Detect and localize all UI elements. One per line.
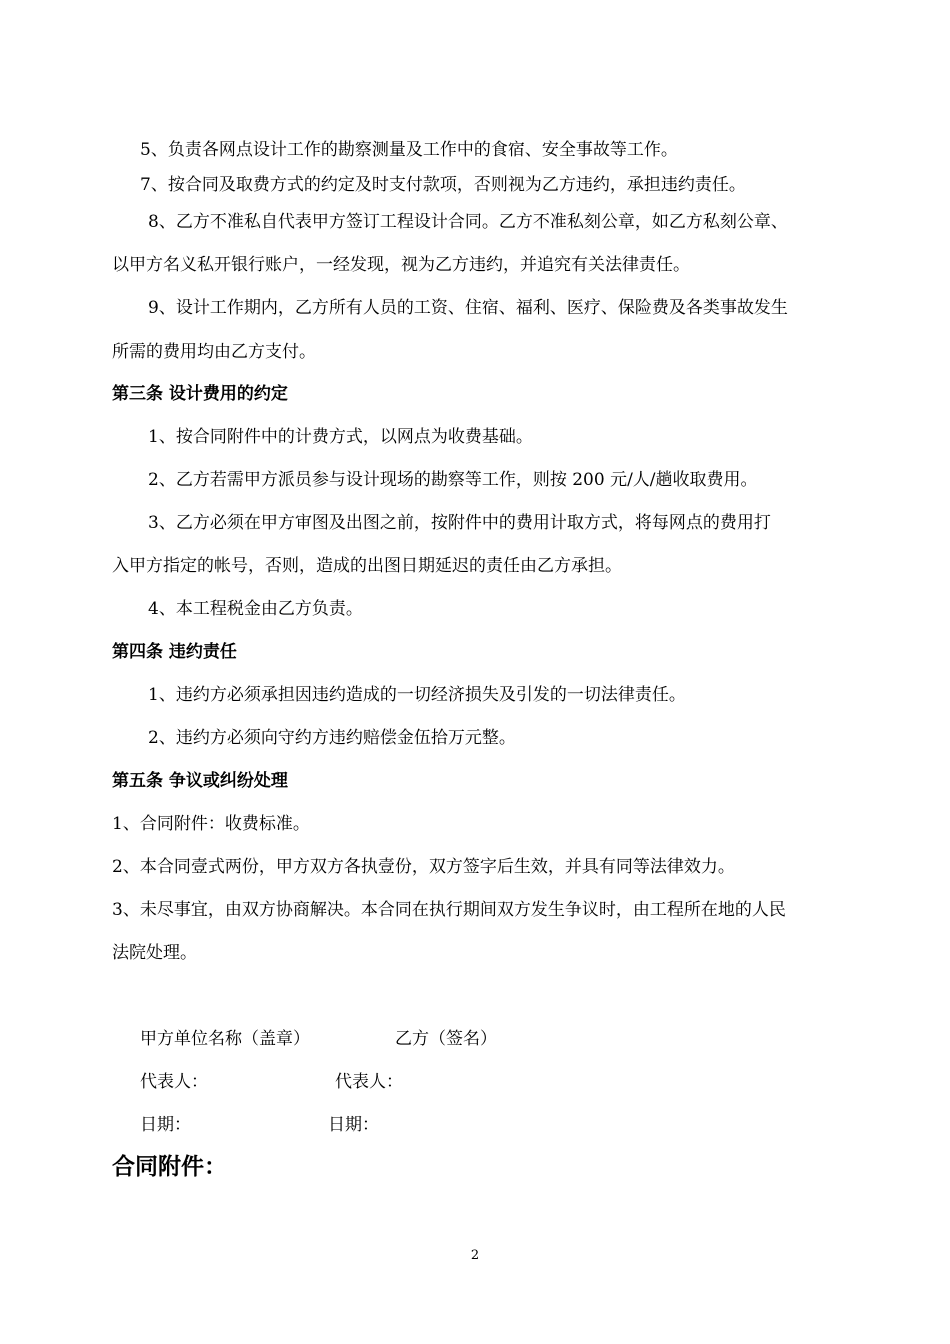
page-number: 2 bbox=[470, 1248, 480, 1263]
attachment-title: 合同附件： bbox=[112, 1154, 227, 1180]
clause-8-line2: 以甲方名义私开银行账户，一经发现，视为乙方违约，并追究有关法律责任。 bbox=[112, 255, 690, 275]
article-4-heading: 第四条 违约责任 bbox=[112, 642, 237, 662]
clause-5: 5、负责各网点设计工作的勘察测量及工作中的食宿、安全事故等工作。 bbox=[140, 140, 678, 160]
article-5-item-1: 1、合同附件：收费标准。 bbox=[112, 814, 310, 834]
article-4-item-1: 1、违约方必须承担因违约造成的一切经济损失及引发的一切法律责任。 bbox=[148, 685, 686, 705]
article-3-heading: 第三条 设计费用的约定 bbox=[112, 384, 288, 404]
article-3-item-1: 1、按合同附件中的计费方式，以网点为收费基础。 bbox=[148, 427, 533, 447]
clause-9-line2: 所需的费用均由乙方支付。 bbox=[112, 342, 316, 362]
article-5-item-3-line1: 3、未尽事宜，由双方协商解决。本合同在执行期间双方发生争议时，由工程所在地的人民 bbox=[112, 900, 786, 920]
party-b-name-label: 乙方（签名） bbox=[395, 1029, 497, 1049]
article-5-item-2: 2、本合同壹式两份，甲方双方各执壹份，双方签字后生效，并具有同等法律效力。 bbox=[112, 857, 735, 877]
party-b-representative-label: 代表人： bbox=[335, 1072, 403, 1092]
party-a-representative-label: 代表人： bbox=[140, 1072, 208, 1092]
party-a-name-label: 甲方单位名称（盖章） bbox=[140, 1029, 310, 1049]
article-5-item-3-line2: 法院处理。 bbox=[112, 943, 197, 963]
article-3-item-3-line1: 3、乙方必须在甲方审图及出图之前，按附件中的费用计取方式，将每网点的费用打 bbox=[148, 513, 771, 533]
party-b-date-label: 日期： bbox=[328, 1115, 379, 1135]
party-a-date-label: 日期： bbox=[140, 1115, 191, 1135]
article-5-heading: 第五条 争议或纠纷处理 bbox=[112, 771, 288, 791]
article-3-item-2: 2、乙方若需甲方派员参与设计现场的勘察等工作，则按 200 元/人/趟收取费用。 bbox=[148, 470, 758, 490]
clause-8-line1: 8、乙方不准私自代表甲方签订工程设计合同。乙方不准私刻公章，如乙方私刻公章、 bbox=[148, 212, 788, 232]
article-3-item-4: 4、本工程税金由乙方负责。 bbox=[148, 599, 363, 619]
article-4-item-2: 2、违约方必须向守约方违约赔偿金伍拾万元整。 bbox=[148, 728, 516, 748]
clause-9-line1: 9、设计工作期内，乙方所有人员的工资、住宿、福利、医疗、保险费及各类事故发生 bbox=[148, 298, 788, 318]
clause-7: 7、按合同及取费方式的约定及时支付款项，否则视为乙方违约，承担违约责任。 bbox=[140, 175, 746, 195]
article-3-item-3-line2: 入甲方指定的帐号，否则，造成的出图日期延迟的责任由乙方承担。 bbox=[112, 556, 622, 576]
